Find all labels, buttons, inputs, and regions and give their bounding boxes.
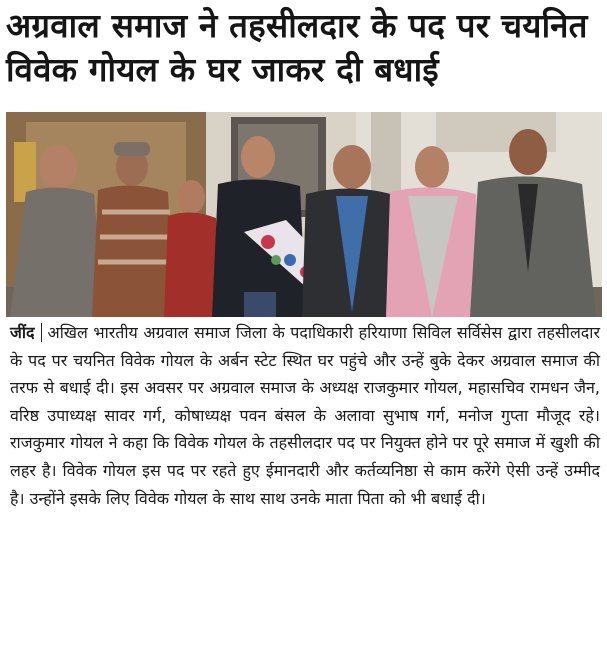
news-photo [6, 112, 602, 317]
headline [6, 4, 602, 92]
dateline: जींद [10, 323, 42, 342]
headline-line-1: अग्रवाल समाज ने तहसीलदार के पद पर चयनित [6, 6, 588, 45]
article-body [10, 319, 600, 512]
headline-line-2: विवेक गोयल के घर जाकर दी बधाई [6, 50, 439, 89]
article-text: अखिल भारतीय अग्रवाल समाज जिला के पदाधिकारी हरियाणा सिविल सर्विसेस द्वारा तहसीलदार के पद पर चयनित विवेक गोयल के अर्बन स्टेट स्थित घर पहुंचे और उन्हें बुके देकर अग्रवाल समाज की तरफ से बधाई दी। इस अवसर पर अग्रवाल समाज के अध्यक्ष राजकुमार गोयल, महासचिव रामधन जैन, वरिष्ठ उपाध्यक्ष सावर गर्ग, कोषाध्यक्ष पवन बंसल के अलावा सुभाष गर्ग, मनोज गुप्ता मौजूद रहे। राजकुमार गोयल ने कहा कि विवेक गोयल के तहसीलदार पद पर नियुक्त होने पर पूरे समाज में खुशी की लहर है। विवेक गोयल इस पद पर रहते हुए ईमानदारी और कर्तव्यनिष्ठा से काम करेंगे ऐसी उन्हें उम्मीद है। उन्होंने इसके लिए विवेक गोयल के साथ साथ उनके माता पिता को भी बधाई दी। [10, 323, 600, 508]
group-photo-illustration [6, 112, 602, 317]
